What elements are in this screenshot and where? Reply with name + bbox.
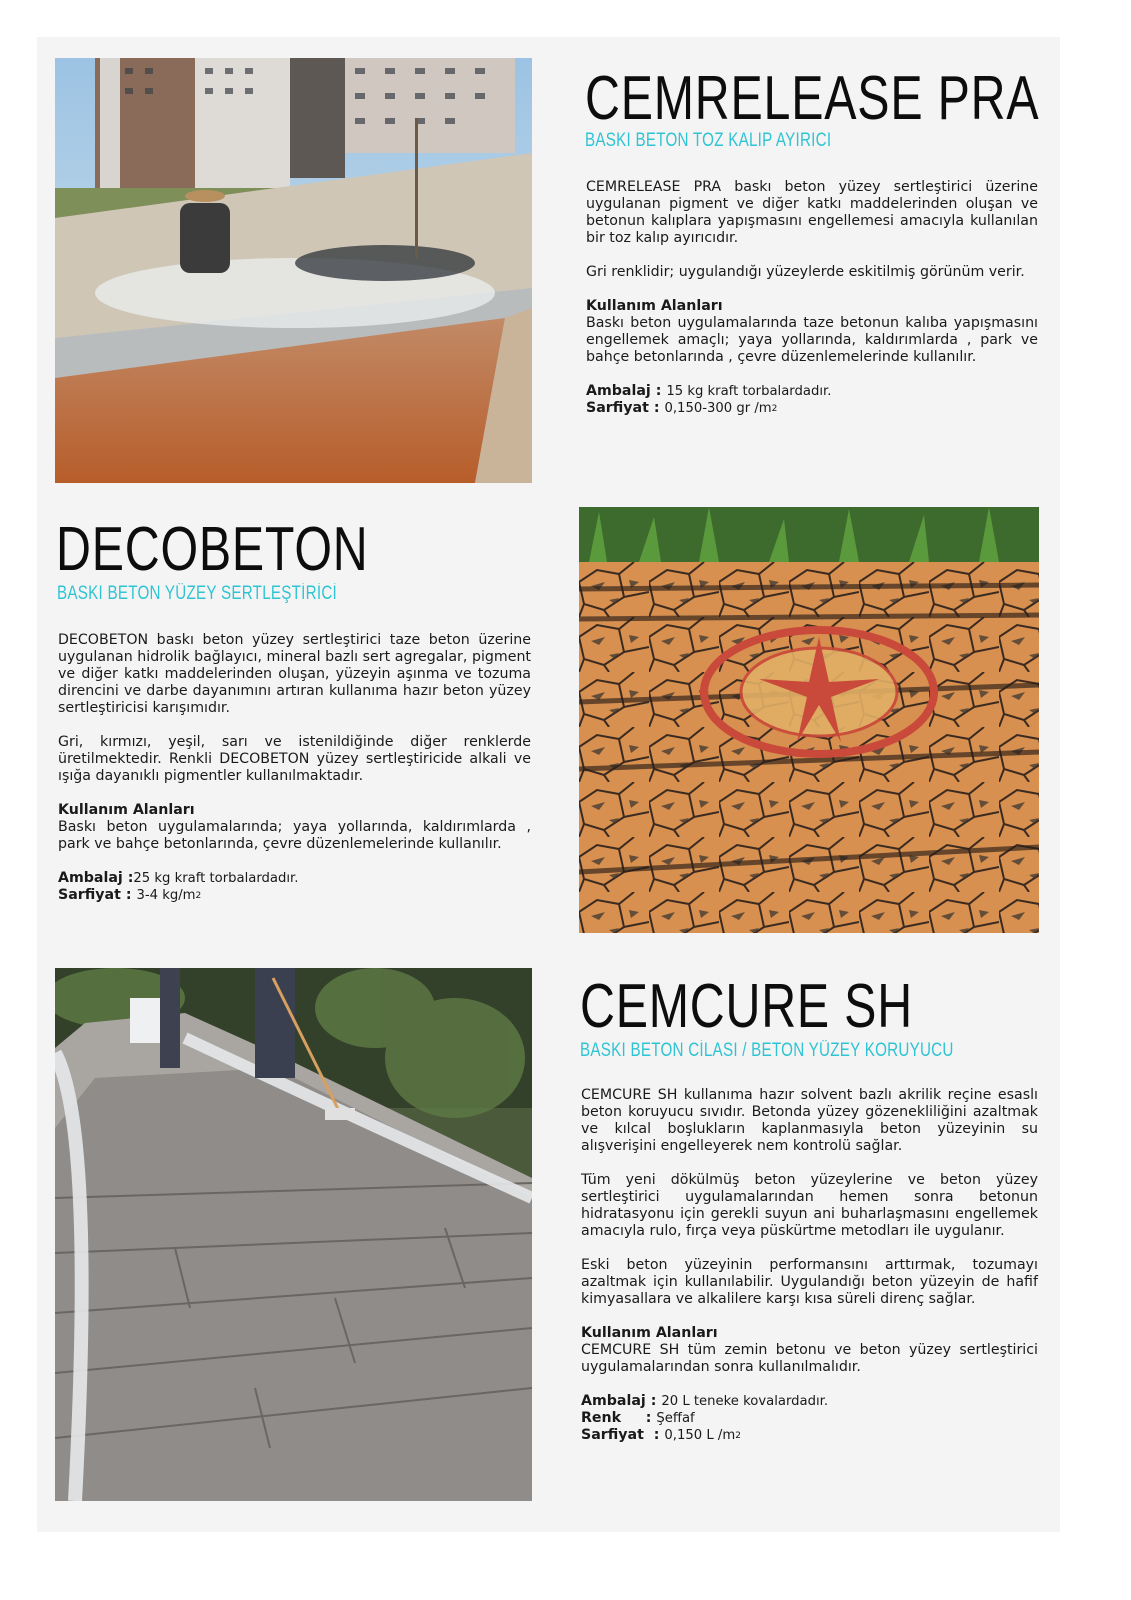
spec-unit-exponent: 2 <box>735 1431 741 1441</box>
spec-label: Sarfiyat : <box>58 887 137 903</box>
decobeton-photo-illustration <box>579 507 1039 933</box>
photo-stamped-concrete-compass <box>579 507 1039 933</box>
spec-packaging <box>58 870 531 887</box>
photo-worker-spreading-release-powder <box>55 58 532 483</box>
spec-value: 20 L teneke kovalardadır. <box>661 1394 829 1409</box>
usage-text: CEMCURE SH tüm zemin betonu ve beton yüzey sertleştirici uygulamalarından sonra kullanılmalıdır. <box>581 1342 1038 1375</box>
spec-color <box>581 1410 1038 1427</box>
description-paragraph: CEMRELEASE PRA baskı beton yüzey sertleştirici üzerine uygulanan pigment ve diğer katkı maddelerinden oluşan ve betonun kalıplara yapışmasını engellemesi amacıyla kullanılan bir toz kalıp ayırıcıdır. <box>586 179 1038 246</box>
description-paragraph: CEMCURE SH kullanıma hazır solvent bazlı akrilik reçine esaslı beton koruyucu sıvıdır. Betonda yüzey gözenekliliğini azaltmak ve kılcal boşlukların kaplanmasıyla beton yüzeyinin su alışverişini engelleyerek nem kontrolü sağlar. <box>581 1087 1038 1154</box>
spec-label: Ambalaj : <box>586 383 667 399</box>
spec-value: 15 kg kraft torbalardadır. <box>666 384 832 399</box>
spec-unit-exponent: 2 <box>771 404 778 414</box>
product-subtitle: BASKI BETON CİLASI / BETON YÜZEY KORUYUCU <box>580 1040 954 1061</box>
photo-rolling-sealer-on-stamped-path <box>55 968 532 1501</box>
product-description <box>58 632 531 906</box>
usage-heading: Kullanım Alanları <box>58 802 195 818</box>
description-paragraph: Gri renklidir; uygulandığı yüzeylerde eskitilmiş görünüm verir. <box>586 264 1025 280</box>
description-paragraph: DECOBETON baskı beton yüzey sertleştirici taze beton üzerine uygulanan hidrolik bağlayıcı, mineral bazlı sert agregalar, pigment ve diğer katkı maddelerinden oluşan, yüzeyin aşınma ve tozuma direncini ve darbe dayanımını artıran kullanıma hazır beton yüzey sertleştiricisi karışımıdır. <box>58 632 531 716</box>
product-title: CEMRELEASE PRA <box>585 64 1040 133</box>
spec-value: 0,150-300 gr /m <box>664 401 772 416</box>
spec-label: Ambalaj : <box>581 1393 662 1409</box>
cemrelease-photo-illustration <box>55 58 532 483</box>
spec-consumption <box>581 1427 1038 1446</box>
spec-label: Ambalaj : <box>58 870 134 886</box>
usage-heading: Kullanım Alanları <box>586 298 723 314</box>
product-description <box>586 179 1038 419</box>
spec-packaging <box>581 1393 1038 1410</box>
usage-text: Baskı beton uygulamalarında taze betonun kalıba yapışmasını engellemek amaçlı; yaya yollarında, kaldırımlarda , park ve bahçe betonlarında , çevre düzenlemelerinde kullanılır. <box>586 315 1038 365</box>
product-description <box>581 1087 1038 1446</box>
spec-value: 25 kg kraft torbalardadır. <box>133 871 299 886</box>
spec-label: Sarfiyat : <box>581 1427 665 1443</box>
spec-label: Renk : <box>581 1410 657 1426</box>
product-title: CEMCURE SH <box>580 972 913 1041</box>
spec-consumption <box>586 400 1038 419</box>
spec-value: 0,150 L /m <box>664 1428 736 1443</box>
spec-value: Şeffaf <box>656 1411 695 1426</box>
spec-unit-exponent: 2 <box>195 891 202 901</box>
product-subtitle: BASKI BETON TOZ KALIP AYIRICI <box>585 130 832 151</box>
description-paragraph: Tüm yeni dökülmüş beton yüzeylerine ve beton yüzey sertleştirici uygulamalarından hemen sonra betonun hidratasyonu için gerekli suyun ani buharlaşmasını engellemek amacıyla rulo, fırça veya püskürtme metodları ile uygulanır. <box>581 1172 1038 1239</box>
spec-packaging <box>586 383 1038 400</box>
usage-heading: Kullanım Alanları <box>581 1325 718 1341</box>
description-paragraph: Eski beton yüzeyinin performansını arttırmak, tozumayı azaltmak için kullanılabilir. Uygulandığı beton yüzeyin de hafif kimyasallara ve alkalilere karşı kısa süreli direnç sağlar. <box>581 1257 1038 1307</box>
spec-label: Sarfiyat : <box>586 400 665 416</box>
spec-value: 3-4 kg/m <box>136 888 196 903</box>
description-paragraph: Gri, kırmızı, yeşil, sarı ve istenildiğinde diğer renklerde üretilmektedir. Renkli DECOBETON yüzey sertleştiricide alkali ve ışığa dayanıklı pigmentler kullanılmaktadır. <box>58 734 531 784</box>
cemcure-photo-illustration <box>55 968 532 1501</box>
product-title: DECOBETON <box>56 515 369 584</box>
product-subtitle: BASKI BETON YÜZEY SERTLEŞTİRİCİ <box>57 583 338 604</box>
spec-consumption <box>58 887 531 906</box>
usage-text: Baskı beton uygulamalarında; yaya yollarında, kaldırımlarda , park ve bahçe betonlarında, çevre düzenlemelerinde kullanılır. <box>58 819 531 852</box>
